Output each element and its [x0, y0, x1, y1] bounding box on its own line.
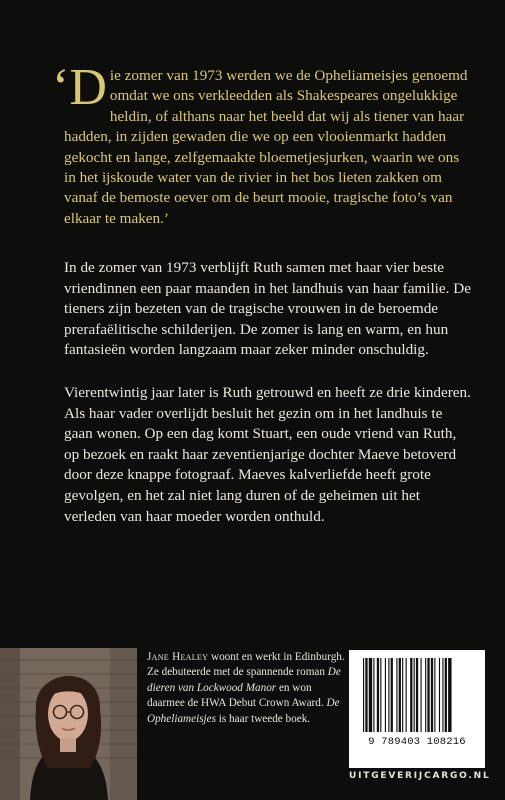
author-bio-text-3: is haar tweede boek. [215, 712, 311, 725]
author-portrait-illustration [0, 648, 137, 800]
author-book-title-2: De Opheliameisjes [147, 697, 340, 725]
author-bio-text-2: en won daarmee de HWA Debut Crown Award. [147, 681, 327, 710]
author-bio [147, 650, 347, 727]
isbn-number: 9 789403 108216 [368, 736, 466, 748]
author-photo [0, 648, 137, 800]
blurb-paragraph-2: Vierentwintig jaar later is Ruth getrouwd en heeft ze drie kinderen. Als haar vader overlijdt besluit het gezin om in het landhuis te gaan wonen. Op een dag komt Stuart, een oude vriend van Ruth, op bezoek en raakt haar zeventienjarige dochter Maeve betoverd door deze knappe fotograaf. Maeves kalverliefde heeft grote gevolgen, en het zal niet lang duren of de geheimen uit het verleden van haar moeder worden onthuld. [64, 384, 471, 525]
isbn-barcode [349, 650, 485, 768]
author-book-title-1: De dieren van Lockwood Manor [147, 666, 341, 694]
quote-dropcap: ‘D [52, 59, 107, 116]
author-name: Jane Healey [147, 651, 209, 663]
quote-text: ie zomer van 1973 werden we de Opheliameisjes genoemd omdat we ons verkleedden als Shakespeares ongelukkige heldin, of althans naar het beeld dat wij als tiener van haar hadden, in zijden gewaden die we op een vlooienmarkt hadden gekocht en lange, zelfgemaakte bloemetjesjurken, waarin we ons in het ijskoude water van de rivier in het bos lieten zakken om vanaf de bemoste oever om de beurt mooie, tragische foto’s van elkaar te maken.’ [64, 67, 468, 227]
blurb-paragraph-1: In de zomer van 1973 verblijft Ruth samen met haar vier beste vriendinnen een paar maanden in het landhuis van haar familie. De tieners zijn bezeten van de tragische vrouwen in de beroemde prerafaëlitische schilderijen. De zomer is lang en warm, en hun fantasieën worden langzaam maar zeker minder onschuldig. [64, 259, 471, 359]
back-cover-quote [52, 59, 469, 229]
author-bio-text-1: woont en werkt in Edinburgh. Ze debuteerde met de spannende roman [147, 651, 345, 679]
barcode-bars [349, 650, 485, 736]
publisher-url: UITGEVERIJCARGO.NL [349, 771, 491, 781]
